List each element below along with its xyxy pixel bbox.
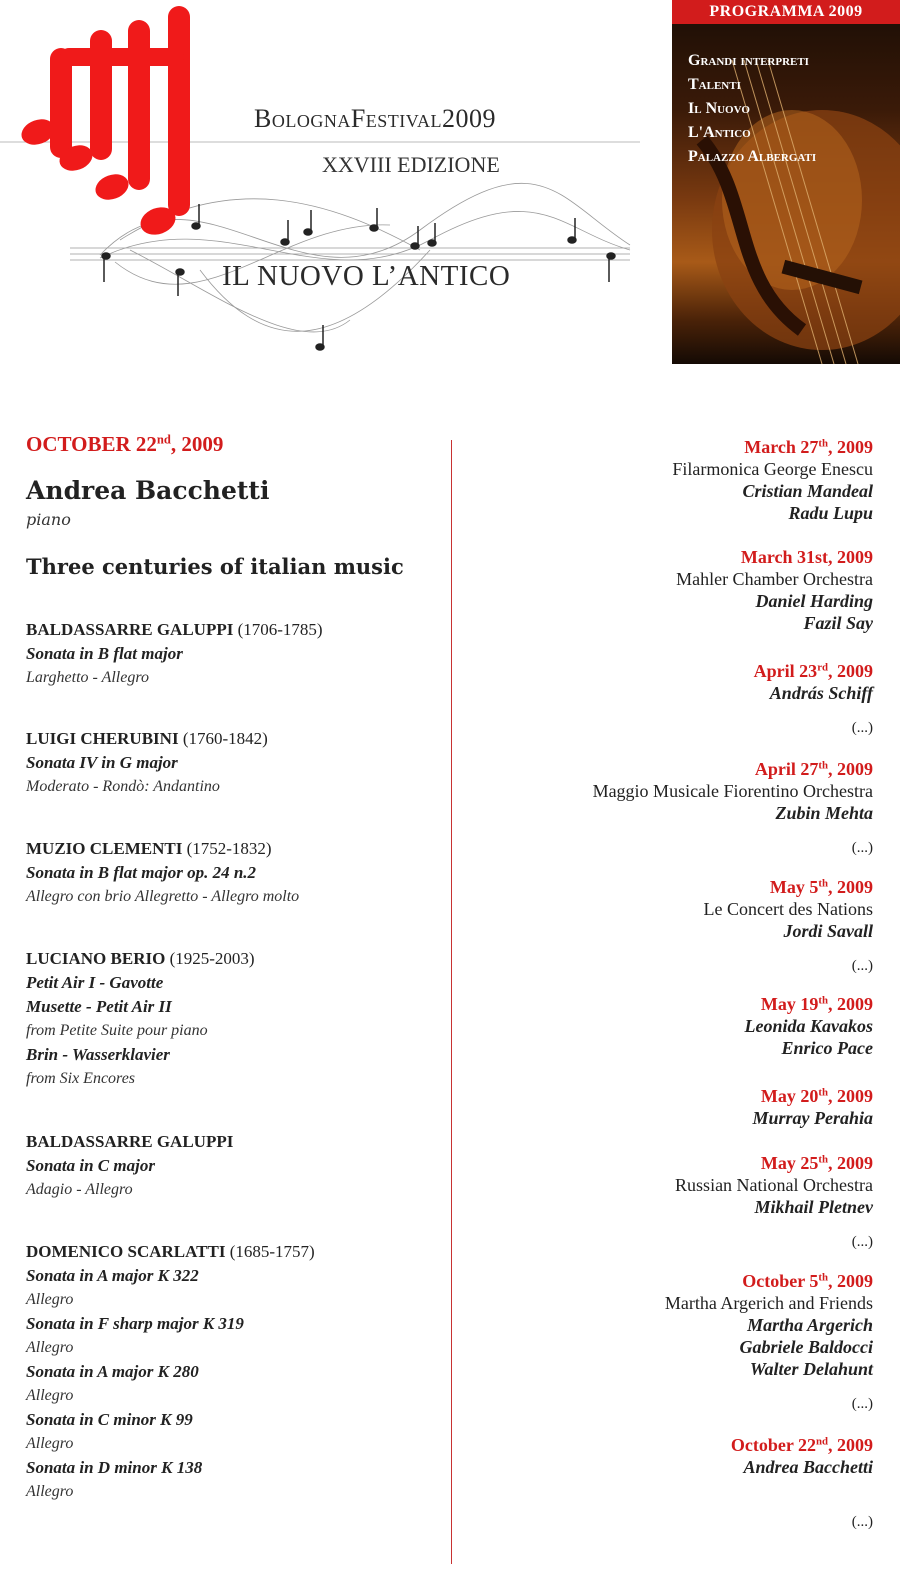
composer-line (26, 618, 323, 642)
schedule-date-suffix: th (818, 1153, 828, 1166)
composer-name: BALDASSARRE GALUPPI (26, 1132, 234, 1151)
schedule-entry (672, 436, 873, 524)
work-title: Sonata in F sharp major K 319 (26, 1314, 244, 1333)
schedule-date-day: April 23 (753, 661, 818, 681)
movement-note: Larghetto - Allegro (26, 669, 149, 686)
schedule-date-year: , 2009 (828, 1271, 873, 1291)
festival-edition: XXVIII EDIZIONE (322, 152, 500, 177)
schedule-date (731, 1434, 873, 1456)
schedule-date-suffix: th (818, 1271, 828, 1284)
movement-note: Allegro (26, 1339, 74, 1356)
schedule-date (593, 758, 873, 780)
schedule-date-day: May 20 (760, 1086, 819, 1106)
schedule-entry (704, 876, 873, 942)
schedule-performer: Murray Perahia (752, 1108, 873, 1128)
schedule-ensemble: Maggio Musicale Fiorentino Orchestra (592, 781, 873, 801)
schedule-ensemble: Filarmonica George Enescu (672, 459, 873, 479)
program-title: Three centuries of italian music (26, 554, 404, 579)
movement-note: Allegro (26, 1387, 74, 1404)
composer-line (26, 727, 268, 751)
program-piece (26, 947, 255, 1091)
work-title: Sonata in B flat major (26, 644, 183, 663)
schedule-performer: Andrea Bacchetti (743, 1457, 873, 1477)
work-title: Petit Air I - Gavotte (26, 973, 164, 992)
schedule-date (754, 660, 873, 682)
work-title: Sonata in B flat major op. 24 n.2 (26, 863, 257, 882)
schedule-date-suffix: th (818, 759, 828, 772)
schedule-date-day: May 19 (760, 994, 819, 1014)
poster-item: Grandi interpreti (688, 52, 809, 69)
schedule-ensemble: Le Concert des Nations (703, 899, 873, 919)
schedule-date (745, 993, 874, 1015)
schedule-performer: Cristian Mandeal (742, 481, 873, 501)
poster-banner: PROGRAMMA 2009 (672, 0, 900, 24)
composer-name: DOMENICO SCARLATTI (26, 1242, 226, 1261)
program-piece (26, 1130, 233, 1202)
poster-item: L'Antico (688, 124, 751, 141)
schedule-entry (676, 546, 873, 634)
schedule-entry (731, 1434, 873, 1478)
schedule-date-suffix: th (818, 1086, 828, 1099)
schedule-date-day: October 5 (742, 1271, 819, 1291)
schedule-date (675, 1152, 873, 1174)
schedule-date-suffix: th (818, 877, 828, 890)
schedule-date-year: , 2009 (828, 994, 873, 1014)
schedule-performer: Enrico Pace (781, 1038, 873, 1058)
work-title: Sonata in A major K 280 (26, 1362, 199, 1381)
poster-item: Il Nuovo (688, 100, 750, 117)
programme-poster (672, 0, 900, 364)
schedule-ellipsis: (...) (851, 1514, 873, 1530)
schedule-entry (754, 660, 873, 704)
schedule-date-day: May 5 (769, 877, 819, 897)
schedule-performer: Mikhail Pletnev (754, 1197, 873, 1217)
schedule-ellipsis: (...) (851, 840, 873, 856)
schedule-date-suffix: rd (817, 661, 828, 674)
schedule-entry (593, 758, 873, 824)
schedule-date-day: April 27 (754, 759, 819, 779)
schedule-ellipsis: (...) (851, 1234, 873, 1250)
schedule-performer: Zubin Mehta (775, 803, 873, 823)
schedule-date-suffix: nd (815, 1435, 828, 1448)
schedule-date-year: , 2009 (828, 437, 873, 457)
work-title: Sonata in A major K 322 (26, 1266, 199, 1285)
schedule-ellipsis: (...) (851, 958, 873, 974)
schedule-date-day: October 22 (730, 1435, 816, 1455)
composer-line (26, 837, 299, 861)
program-piece (26, 618, 323, 690)
schedule-date-year: , 2009 (828, 661, 873, 681)
schedule-ellipsis: (...) (851, 1396, 873, 1412)
schedule-date-day: March 27 (744, 437, 819, 457)
performer-instrument: piano (26, 510, 71, 529)
schedule-ensemble: Mahler Chamber Orchestra (676, 569, 873, 589)
concert-date: OCTOBER 22nd, 2009 (26, 432, 224, 456)
festival-logo (0, 0, 640, 370)
schedule-performer: Leonida Kavakos (744, 1016, 873, 1036)
work-title: Sonata in D minor K 138 (26, 1458, 203, 1477)
movement-note: Allegro (26, 1483, 74, 1500)
schedule-entry (752, 1085, 873, 1129)
schedule-date-year: , 2009 (828, 1153, 873, 1173)
composer-line (26, 1240, 315, 1264)
program-piece (26, 727, 268, 799)
schedule-date-year: , 2009 (828, 1435, 873, 1455)
movement-note: from Six Encores (26, 1070, 136, 1087)
festival-name: BolognaFestival2009 (254, 104, 496, 133)
composer-years: (1925-2003) (165, 949, 255, 968)
composer-years: (1685-1757) (225, 1242, 315, 1261)
schedule-date-year: , 2009 (828, 759, 873, 779)
schedule-performer: András Schiff (769, 683, 873, 703)
performer-name: Andrea Bacchetti (26, 476, 270, 505)
schedule-date (676, 546, 873, 568)
movement-note: Moderato - Rondò: Andantino (26, 778, 220, 795)
schedule-performer: Fazil Say (803, 613, 873, 633)
schedule-performer: Jordi Savall (783, 921, 873, 941)
work-title: Sonata IV in G major (26, 753, 178, 772)
composer-years: (1706-1785) (233, 620, 323, 639)
movement-note: from Petite Suite pour piano (26, 1022, 208, 1039)
program-piece (26, 1240, 315, 1504)
movement-note: Allegro con brio Allegretto - Allegro molto (26, 888, 300, 905)
composer-years: (1760-1842) (178, 729, 268, 748)
schedule-date (704, 876, 873, 898)
schedule-date-day: May 25 (760, 1153, 819, 1173)
movement-note: Allegro (26, 1291, 74, 1308)
column-divider (451, 440, 452, 1564)
schedule-ensemble: Martha Argerich and Friends (664, 1293, 873, 1313)
composer-line (26, 1130, 233, 1154)
schedule-date-day: March 31st, 2009 (740, 547, 873, 567)
schedule-date-year: , 2009 (828, 1086, 873, 1106)
work-title: Sonata in C minor K 99 (26, 1410, 193, 1429)
work-title: Sonata in C major (26, 1156, 155, 1175)
schedule-date (672, 436, 873, 458)
schedule-date (752, 1085, 873, 1107)
schedule-performer: Gabriele Baldocci (739, 1337, 873, 1357)
schedule-date-suffix: th (818, 994, 828, 1007)
schedule-performer: Radu Lupu (788, 503, 873, 523)
schedule-performer: Walter Delahunt (749, 1359, 873, 1379)
schedule-date-suffix: th (818, 437, 828, 450)
composer-name: LUIGI CHERUBINI (26, 729, 179, 748)
schedule-date-year: , 2009 (828, 877, 873, 897)
schedule-ellipsis: (...) (851, 720, 873, 736)
composer-years: (1752-1832) (182, 839, 272, 858)
schedule-ensemble: Russian National Orchestra (675, 1175, 873, 1195)
schedule-date (665, 1270, 873, 1292)
work-title: Brin - Wasserklavier (26, 1045, 170, 1064)
work-title: Musette - Petit Air II (26, 997, 172, 1016)
composer-name: MUZIO CLEMENTI (26, 839, 183, 858)
festival-series: IL NUOVO L’ANTICO (222, 260, 511, 292)
composer-line (26, 947, 255, 971)
poster-item: Palazzo Albergati (688, 148, 817, 165)
program-piece (26, 837, 299, 909)
schedule-entry (745, 993, 874, 1059)
composer-name: LUCIANO BERIO (26, 949, 166, 968)
composer-name: BALDASSARRE GALUPPI (26, 620, 234, 639)
movement-note: Adagio - Allegro (26, 1181, 133, 1198)
schedule-performer: Martha Argerich (747, 1315, 873, 1335)
schedule-entry (675, 1152, 873, 1218)
logo-artwork (0, 0, 640, 370)
poster-item: Talenti (688, 76, 741, 93)
schedule-entry (665, 1270, 873, 1380)
movement-note: Allegro (26, 1435, 74, 1452)
schedule-performer: Daniel Harding (755, 591, 873, 611)
